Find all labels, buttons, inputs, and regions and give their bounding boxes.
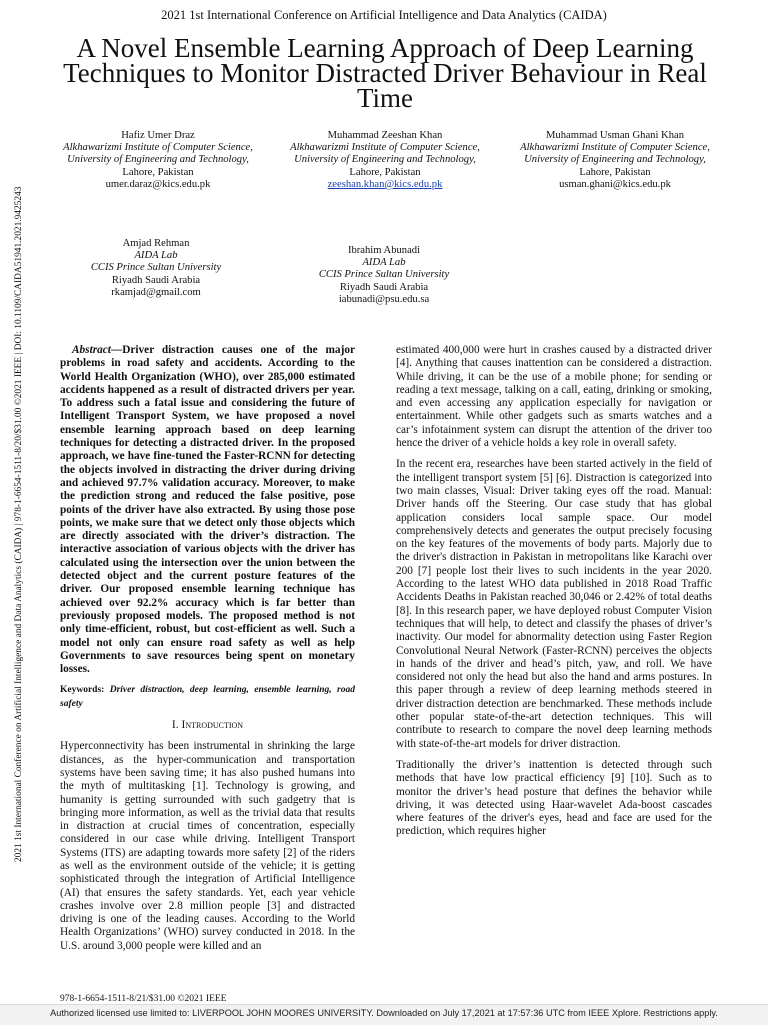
author-affiliation: Alkhawarizmi Institute of Computer Science, (290, 142, 480, 154)
author-name: Muhammad Zeeshan Khan (327, 130, 443, 141)
author-email: umer.daraz@kics.edu.pk (105, 178, 211, 190)
author-location: Riyadh Saudi Arabia (339, 281, 429, 293)
author-affiliation: CCIS Prince Sultan University (90, 262, 222, 274)
author-affiliation: CCIS Prince Sultan University (318, 269, 450, 281)
body-paragraph: In the recent era, researches have been started actively in the field of the intelligent transport system [5] [6]. Distraction is categorized into two main classes, Visual: Driver taking eyes off the road. Manual: Driver hands off the Steering. Our case study that has global application considers local sample space. Our model comprehensively detects and generates the output precisely focusing on the key features of the movements of body parts. Majorly due to the driver's distraction in Pakistan in metropolitans like Karachi over 200 [7] people lost their lives to such incidents in the year 2020. According to the latest WHO data published in 2018 Road Traffic Accidents Deaths in Pakistan reached 30,046 or 2.42% of total deaths [8]. In this research paper, we have deployed robust Computer Vision techniques that will help, to detect and classify the phases of driver’s inactivity. Our model for abnormality detection using Faster Region Convolutional Neural Network (Faster-RCNN) perceives the objects in hands of the driver and head’s pitch, yaw, and roll. We have considered not only the head but also the hand and arms postures. In this paper through a review of deep learning methods steered in driver distraction detection are benchmarked. These methods include other popular state-of-the-art detection techniques. This will contribute to research to compare the novel deep learning methods with state-of-the-art models for driver distraction. (396, 458, 712, 750)
doi-sidebar: 2021 1st International Conference on Artificial Intelligence and Data Analytics (CAIDA) | 978-1-6654-1511-8/20/$31.00 ©2021 IEEE | DOI: 10.1109/CAIDA51941.2021.9425243 (14, 186, 24, 862)
author-email-link[interactable]: zeeshan.khan@kics.edu.pk (327, 178, 443, 190)
author-email: usman.ghani@kics.edu.pk (559, 178, 671, 190)
author-location: Riyadh Saudi Arabia (111, 274, 201, 286)
keywords-text: Driver distraction, deep learning, ensemble learning, road safety (60, 685, 355, 709)
author-name: Hafiz Umer Draz (121, 130, 195, 141)
author-block (287, 130, 483, 191)
author-email: rkamjad@gmail.com (111, 286, 201, 298)
footer-isbn: 978-1-6654-1511-8/21/$31.00 ©2021 IEEE (60, 994, 227, 1004)
author-name: Ibrahim Abunadi (347, 245, 421, 256)
author-location: Lahore, Pakistan (122, 166, 194, 178)
author-block (296, 245, 472, 306)
author-block (60, 130, 256, 191)
author-block (512, 130, 718, 191)
conference-header: 2021 1st International Conference on Artificial Intelligence and Data Analytics (CAIDA) (161, 8, 607, 22)
license-notice: Authorized licensed use limited to: LIVERPOOL JOHN MOORES UNIVERSITY. Downloaded on July 17,2021 at 17:57:36 UTC from IEEE Xplore. Restrictions apply. (50, 1008, 718, 1018)
author-affiliation: University of Engineering and Technology, (67, 154, 249, 166)
body-paragraph: Traditionally the driver’s inattention is detected through such methods that have low practical efficiency [9] [10]. Such as to monitor the driver’s head posture that defines the behavior while driving, it was detected using Haar-wavelet Ada-boost cascades where features of the driver's eyes, head and face are used for the prediction, which requires higher (396, 758, 712, 838)
intro-paragraph: Hyperconnectivity has been instrumental in shrinking the large distances, as the hyper-communication and transportation systems have been saving time; it has also pushed humans into the myth of multitasking [1]. Technology is growing, and humanity is getting surrounded with such gadgetry that is bringing more information, as well as the trivial data that results in distraction at crucial times of concentration, especially considered in our case while driving. Intelligent Transport Systems (ITS) are adapting towards more safety [2] of the riders as well as the environment outside of the vehicle; it is getting sophisticated through the integration of Artificial Intelligence (AI) that ensures the safety standards. Yet, each year vehicle crashes involve over 2.8 million people [3] and distracted driving is one of the leading causes. According to the World Health Organizations’ (WHO) survey conducted in 2018. In the U.S. around 3,000 people were killed and an (60, 740, 355, 952)
keywords (60, 684, 355, 711)
author-email: iabunadi@psu.edu.sa (338, 293, 430, 305)
keywords-label: Keywords: (60, 685, 105, 696)
author-affiliation: AIDA Lab (362, 257, 406, 269)
author-location: Lahore, Pakistan (579, 166, 651, 178)
abstract-label: Abstract (72, 344, 111, 356)
author-affiliation: University of Engineering and Technology, (294, 154, 476, 166)
author-affiliation: Alkhawarizmi Institute of Computer Science, (520, 142, 710, 154)
left-column (60, 344, 355, 961)
author-name: Amjad Rehman (122, 238, 190, 249)
author-affiliation: AIDA Lab (134, 250, 178, 262)
author-name: Muhammad Usman Ghani Khan (546, 130, 684, 141)
author-location: Lahore, Pakistan (349, 166, 421, 178)
abstract (60, 344, 355, 676)
right-column (396, 344, 712, 847)
section-heading: I. Introduction (171, 719, 244, 732)
author-affiliation: University of Engineering and Technology, (524, 154, 706, 166)
author-block (68, 238, 244, 299)
paper-title: A Novel Ensemble Learning Approach of Deep Learning Techniques to Monitor Distracted Driver Behaviour in Real Time (63, 33, 707, 113)
author-affiliation: Alkhawarizmi Institute of Computer Science, (63, 142, 253, 154)
body-paragraph: estimated 400,000 were hurt in crashes caused by a distracted driver [4]. Anything that causes inattention can be considered a distraction. While driving, it can be the use of a mobile phone; for sending or reading a text message, talking on a call, eating, drinking or smoking, and even accessing any application especially for navigation or entertainment. While other gadgets such as smarts watches and a car’s infotainment system can disrupt the attention of the driver too hence the driver of a vehicle holds a key role in overall safety. (396, 344, 712, 450)
abstract-text: —Driver distraction causes one of the major problems in road safety and accidents. According to the World Health Organization (WHO), over 285,000 estimated accidents happened as a result of distracted drivers per year. To address such a fatal issue and considering the future of Intelligent Transport System, we have proposed a novel ensemble learning approach based on deep learning techniques for detecting a distracted driver. In the proposed approach, we have fine-tuned the Faster-RCNN for detecting the objects involved in distracting the driver during driving and achieved 97.7% validation accuracy. Moreover, to make the prediction strong and reduced the false positive, pose points of the driver have also extracted. By using those pose points, we make sure that we detect only those objects which are directly associated with the driver’s distraction. The interactive association of various objects with the driver has calculated using the intersection over the union between the detected object and the current posture features of the driver. Our proposed ensemble learning technique has achieved over 92.2% accuracy which is far better than previously proposed models. The proposed method is not only time-efficient, robust, but cost-efficient as well. Such a model not only can ensure road safety as well as help Governments to save resources being spent on monetary losses. (60, 344, 355, 676)
